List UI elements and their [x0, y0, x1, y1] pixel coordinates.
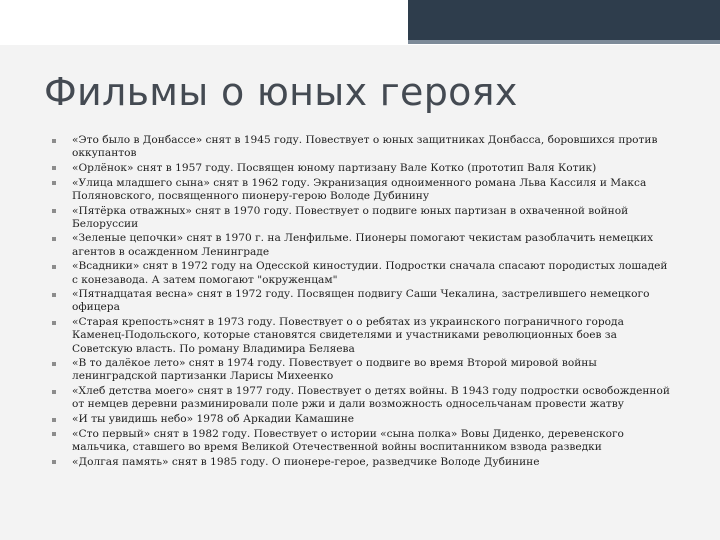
list-item	[52, 134, 674, 160]
list-item	[52, 357, 674, 383]
square-bullet-icon	[52, 460, 56, 464]
list-item-text: «Это было в Донбассе» снят в 1945 году. Повествует о юных защитниках Донбасса, боровшихся против оккупантов	[72, 134, 658, 160]
film-list	[52, 134, 674, 470]
slide-title: Фильмы о юных героях	[44, 70, 518, 114]
square-bullet-icon	[52, 293, 56, 297]
square-bullet-icon	[52, 181, 56, 185]
list-item-text: «Пятнадцатая весна» снят в 1972 году. Посвящен подвигу Саши Чекалина, застрелившего немецкого офицера	[72, 288, 650, 314]
square-bullet-icon	[52, 139, 56, 143]
list-item	[52, 288, 674, 314]
list-item-text: «В то далёкое лето» снят в 1974 году. Повествует о подвиге во время Второй мировой войны ленинградской партизанки Ларисы Михеенко	[72, 357, 597, 383]
square-bullet-icon	[52, 321, 56, 325]
list-item	[52, 232, 674, 258]
list-item-text: «Всадники» снят в 1972 году на Одесской киностудии. Подростки сначала спасают породистых лошадей с конезавода. А затем помогают "окруженцам"	[72, 260, 668, 286]
square-bullet-icon	[52, 418, 56, 422]
list-item-text: «Хлеб детства моего» снят в 1977 году. Повествует о детях войны. В 1943 году подростки освобожденной от немцев деревни разминировали поле ржи и дали возможность односельчанам провести жатву	[72, 385, 670, 411]
list-item	[52, 177, 674, 203]
list-item	[52, 205, 674, 231]
square-bullet-icon	[52, 362, 56, 366]
list-item-text: «Сто первый» снят в 1982 году. Повествует о истории «сына полка» Вовы Диденко, деревенского мальчика, ставшего во время Великой Отечественной войны воспитанником взвода разведки	[72, 427, 624, 453]
decorative-top-bar	[408, 0, 720, 40]
square-bullet-icon	[52, 209, 56, 213]
list-item-text: «Улица младшего сына» снят в 1962 году. Экранизация одноименного романа Льва Кассиля и Макса Поляновского, посвященного пионеру-герою Володе Дубинину	[72, 176, 647, 202]
list-item	[52, 428, 674, 454]
list-item-text: «Долгая память» снят в 1985 году. О пионере-герое, разведчике Володе Дубинине	[72, 455, 540, 468]
square-bullet-icon	[52, 237, 56, 241]
list-item	[52, 162, 674, 175]
square-bullet-icon	[52, 432, 56, 436]
square-bullet-icon	[52, 390, 56, 394]
list-item-text: «Зеленые цепочки» снят в 1970 г. на Ленфильме. Пионеры помогают чекистам разоблачить немецких агентов в осажденном Ленинграде	[72, 232, 654, 258]
list-item	[52, 385, 674, 411]
list-item-text: «Орлёнок» снят в 1957 году. Посвящен юному партизану Вале Котко (прототип Валя Котик)	[72, 161, 597, 174]
list-item-text: «Пятёрка отважных» снят в 1970 году. Повествует о подвиге юных партизан в охваченной войной Белоруссии	[72, 204, 629, 230]
list-item-text: «Старая крепость»снят в 1973 году. Повествует о о ребятах из украинского пограничного города Каменец-Подольского, которые становятся свидетелями и участниками революционных боев за Советскую власть. По роману Владимира Беляева	[72, 316, 624, 355]
list-item	[52, 413, 674, 426]
list-item	[52, 260, 674, 286]
list-item	[52, 456, 674, 469]
list-item-text: «И ты увидишь небо» 1978 об Аркадии Камашине	[72, 413, 355, 426]
square-bullet-icon	[52, 265, 56, 269]
decorative-accent-line	[408, 40, 720, 44]
square-bullet-icon	[52, 166, 56, 170]
list-item	[52, 316, 674, 356]
